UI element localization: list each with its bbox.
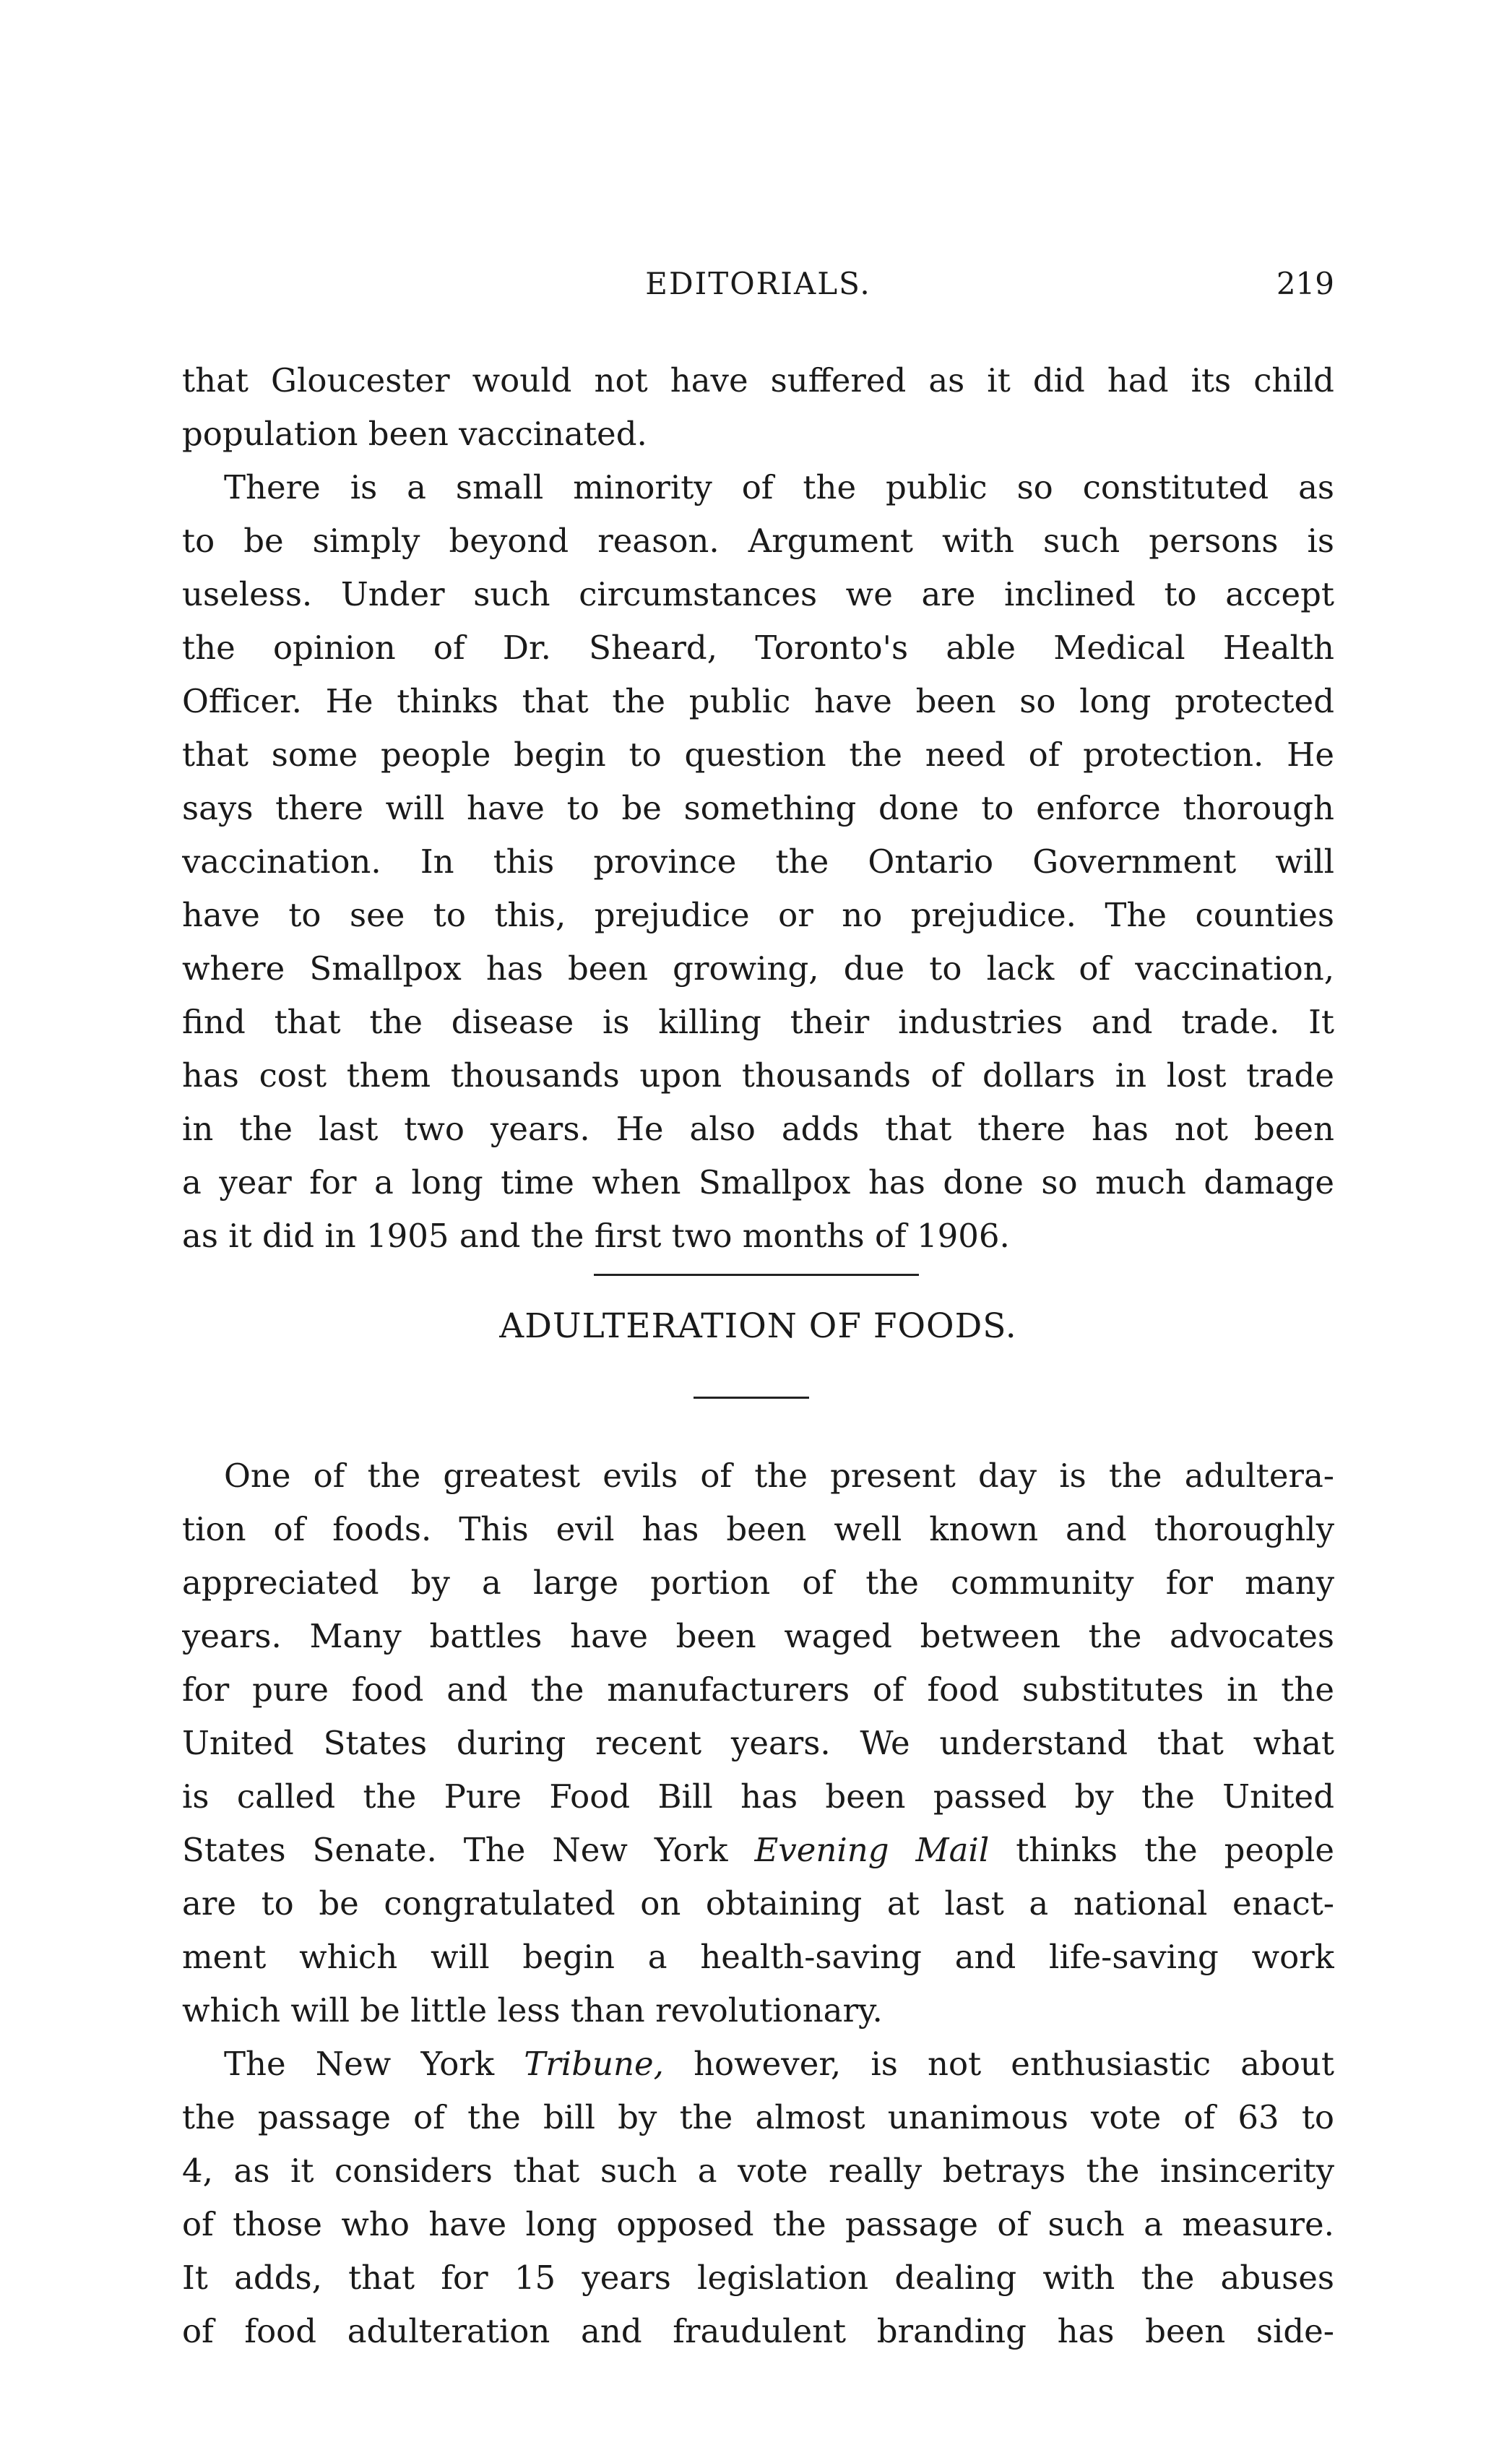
text-line: population been vaccinated. (182, 415, 647, 453)
text-line: to be simply beyond reason. Argument with such persons is (182, 522, 1334, 560)
text-line: are to be congratulated on obtaining at last a national enact- (182, 1884, 1334, 1923)
text-run: States Senate. The New York (182, 1831, 728, 1869)
section-divider (594, 1274, 919, 1276)
text-line: which will be little less than revolutionary. (182, 1991, 883, 2030)
text-line: has cost them thousands upon thousands of dollars in lost trade (182, 1056, 1334, 1095)
text-line: for pure food and the manufacturers of food substitutes in the (182, 1670, 1334, 1709)
running-title: EDITORIALS. (645, 266, 871, 301)
text-line: have to see to this, prejudice or no prejudice. The counties (182, 896, 1334, 934)
text-run: however, is not enthusiastic about (694, 2045, 1334, 2083)
text-line: the opinion of Dr. Sheard, Toronto's able Medical Health (182, 629, 1334, 667)
text-line-with-italic (182, 1824, 1334, 1877)
running-head (182, 266, 1334, 309)
vaccination-editorial (182, 354, 1334, 1263)
text-line: tion of foods. This evil has been well known and thoroughly (182, 1510, 1334, 1548)
text-line: 4, as it considers that such a vote really betrays the insincerity (182, 2152, 1334, 2190)
text-line: One of the greatest evils of the present day is the adultera- (224, 1457, 1334, 1495)
text-line: useless. Under such circumstances we are inclined to accept (182, 575, 1334, 613)
italic-newspaper-title: Evening Mail (754, 1831, 990, 1869)
adulteration-editorial (182, 1449, 1334, 2358)
text-line: a year for a long time when Smallpox has done so much damage (182, 1163, 1334, 1202)
text-line: vaccination. In this province the Ontario Government will (182, 842, 1334, 881)
text-line: There is a small minority of the public so constituted as (224, 468, 1334, 506)
text-line: United States during recent years. We understand that what (182, 1724, 1334, 1762)
text-line: Officer. He thinks that the public have been so long protected (182, 682, 1334, 720)
italic-newspaper-title: Tribune, (524, 2045, 664, 2083)
text-line: that Gloucester would not have suffered as it did had its child (182, 361, 1334, 400)
page-number: 219 (1276, 266, 1334, 301)
text-line: find that the disease is killing their industries and trade. It (182, 1003, 1334, 1041)
text-line: years. Many battles have been waged between the advocates (182, 1617, 1334, 1655)
text-line-with-italic (182, 2037, 1334, 2091)
text-line: ment which will begin a health-saving and life-saving work (182, 1938, 1334, 1976)
text-line: the passage of the bill by the almost unanimous vote of 63 to (182, 2098, 1334, 2136)
text-run: thinks the people (1016, 1831, 1334, 1869)
text-line: where Smallpox has been growing, due to lack of vaccination, (182, 949, 1334, 988)
text-run: The New York (224, 2045, 495, 2083)
text-line: appreciated by a large portion of the community for many (182, 1563, 1334, 1602)
section-heading: ADULTERATION OF FOODS. (499, 1306, 1017, 1346)
text-line: of food adulteration and fraudulent branding has been side- (182, 2312, 1334, 2350)
text-line: It adds, that for 15 years legislation dealing with the abuses (182, 2259, 1334, 2297)
text-line: says there will have to be something done to enforce thorough (182, 789, 1334, 827)
heading-underline (694, 1397, 809, 1399)
text-line: as it did in 1905 and the first two months of 1906. (182, 1217, 1010, 1255)
text-line: in the last two years. He also adds that there has not been (182, 1110, 1334, 1148)
text-line: of those who have long opposed the passage of such a measure. (182, 2205, 1334, 2243)
text-line: that some people begin to question the need of protection. He (182, 736, 1334, 774)
text-line: is called the Pure Food Bill has been passed by the United (182, 1777, 1334, 1816)
